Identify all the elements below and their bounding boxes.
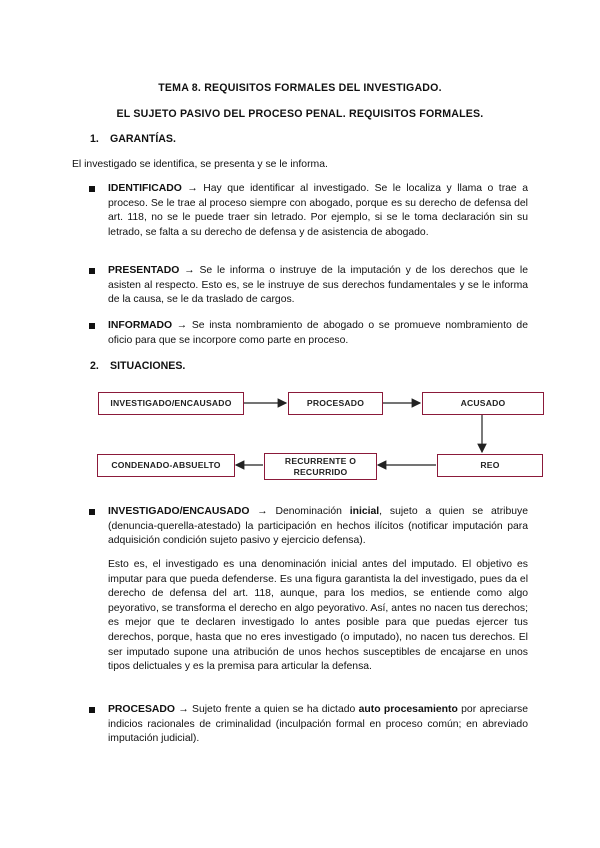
bullet-term: PROCESADO bbox=[108, 704, 175, 715]
document-title: TEMA 8. REQUISITOS FORMALES DEL INVESTIGADO. bbox=[158, 82, 442, 94]
bullet-text: → Se le informa o instruye de la imputación y de los derechos que le asisten al respecto. Esto es, se le instruye de sus derechos fundamentales y se le informa de la causa, se le da traslado de cargos. bbox=[108, 265, 528, 306]
bullet-text-bold: auto procesamiento bbox=[358, 704, 458, 715]
box-investigado: INVESTIGADO/ENCAUSADO bbox=[98, 392, 244, 415]
section-2-label: SITUACIONES. bbox=[110, 360, 186, 372]
document-subtitle: EL SUJETO PASIVO DEL PROCESO PENAL. REQUISITOS FORMALES. bbox=[116, 108, 484, 120]
bullet-text: → Hay que identificar al investigado. Se le localiza y llama o trae a proceso. Se le trae al proceso siempre con abogado, porque es su derecho de defensa del art. 118, no se le puede traer sin letrado. Por ejemplo, si se le toma declaración sin su letrado, se falta a su derecho de defensa y de asistencia de abogado. bbox=[108, 183, 528, 238]
box-condenado: CONDENADO-ABSUELTO bbox=[97, 454, 235, 477]
box-reo: REO bbox=[437, 454, 543, 477]
bullet-text: → Se insta nombramiento de abogado o se promueve nombramiento de oficio para que se incorpore como parte en proceso. bbox=[108, 320, 528, 346]
bullet-square-icon bbox=[89, 707, 95, 713]
bullet-term: IDENTIFICADO bbox=[108, 183, 182, 194]
section-2-number: 2. bbox=[90, 360, 99, 372]
box-recurrente: RECURRENTE O RECURRIDO bbox=[264, 453, 377, 480]
bullet-text-pre: → Sujeto frente a quien se ha dictado bbox=[174, 704, 359, 715]
bullet-text-bold: inicial bbox=[349, 506, 380, 517]
section-1-label: GARANTÍAS. bbox=[110, 133, 176, 145]
box-procesado: PROCESADO bbox=[288, 392, 383, 415]
bullet-text-pre: → Denominación bbox=[249, 506, 350, 517]
bullet-procesado bbox=[108, 703, 528, 747]
investigado-paragraph: Esto es, el investigado es una denominación inicial antes del imputado. El objetivo es imputar para que pueda defenderse. Es una figura garantista la del investigado, pues da el derecho de defensa del art. 118, aunque, para los medios, se entiende como algo peyorativo, se transforma el derecho en algo peyorativo. Así, antes no nacen tus derechos; es mejor que te declaren investigado lo antes posible para que puedas ejercer tus derechos, porque, hasta que no eres investigado (o imputado), no nacen tus derechos. El ser imputado supone una atribución de unos hechos susceptibles de encajarse en unos tipos delictuales y es la premisa para articular la defensa. bbox=[108, 559, 528, 673]
section-1-number: 1. bbox=[90, 133, 99, 145]
section-1-intro: El investigado se identifica, se presenta y se le informa. bbox=[72, 159, 328, 170]
bullet-term: INFORMADO bbox=[108, 320, 173, 331]
bullet-term: INVESTIGADO/ENCAUSADO bbox=[108, 506, 250, 517]
box-acusado: ACUSADO bbox=[422, 392, 544, 415]
bullet-square-icon bbox=[89, 509, 95, 515]
bullet-term: PRESENTADO bbox=[108, 265, 180, 276]
bullet-text-post: , sujeto a quien se atribuye (denuncia-querella-atestado) la participación en hechos ilícitos (notificar imputación para adquisición condición sujeto pasivo y ejercicio defensa). bbox=[108, 506, 528, 547]
bullet-text-post: por apreciarse indicios racionales de criminalidad (inculpación formal en proceso común; en abreviado imputación judicial). bbox=[108, 704, 529, 745]
bullet-investigado-encausado bbox=[108, 505, 528, 549]
